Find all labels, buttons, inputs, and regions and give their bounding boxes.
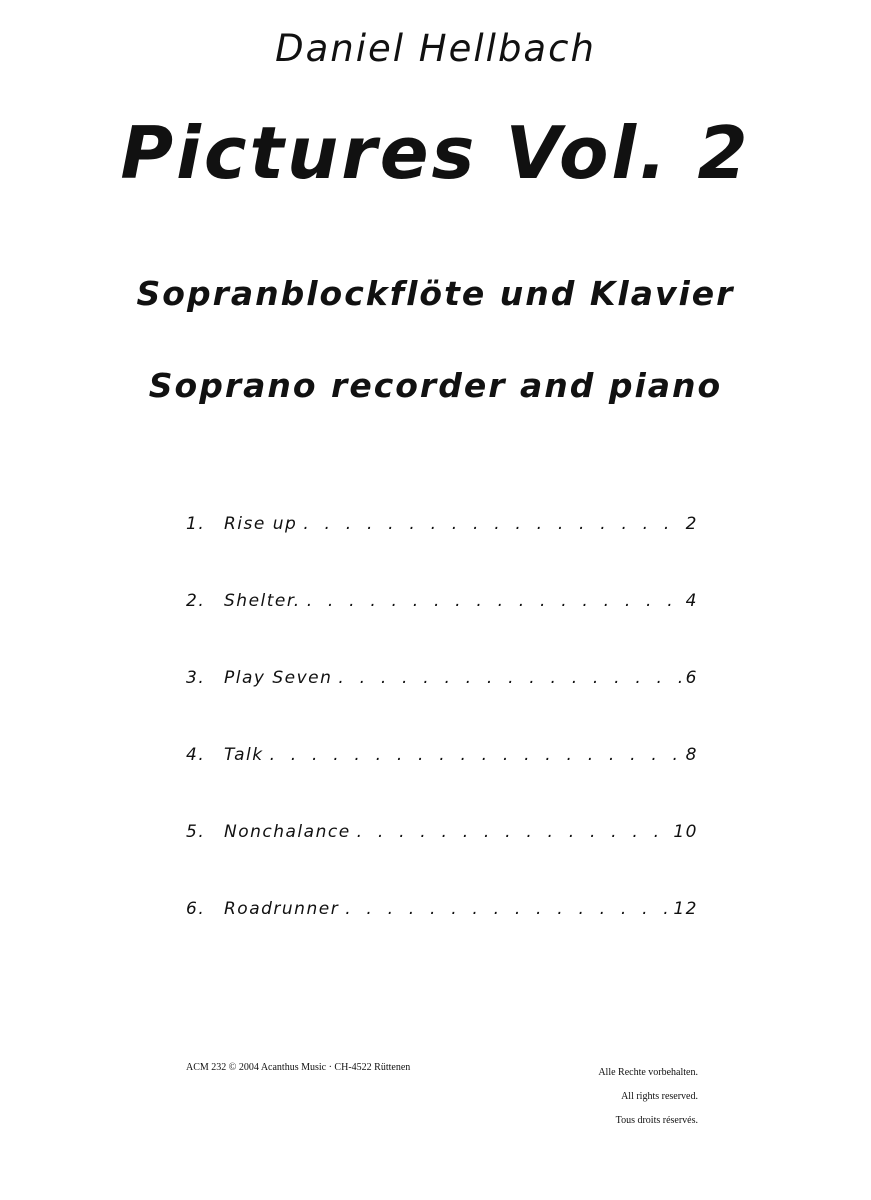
toc-entry-title: Rise up [224, 514, 298, 534]
score-title: Pictures Vol. 2 [120, 111, 751, 195]
toc-entry [186, 818, 698, 895]
publisher-line: ACM 232 © 2004 Acanthus Music · CH-4522 Rüttenen [186, 1062, 411, 1073]
instrumentation-english: Soprano recorder and piano [148, 366, 723, 405]
toc-dot-leader [345, 895, 669, 923]
toc-entry-title: Nonchalance [224, 822, 351, 842]
toc-dot-leader [338, 664, 681, 692]
toc-entry-title: Roadrunner [224, 899, 340, 919]
toc-entry [186, 510, 698, 587]
toc-entry-title: Talk [224, 745, 264, 765]
toc-entry-number: 3. [186, 668, 206, 688]
toc-entry-page: 10 [673, 822, 698, 842]
toc-entry-number: 4. [186, 745, 206, 765]
toc-entry-title: Play Seven [224, 668, 333, 688]
toc-entry-number: 2. [186, 591, 206, 611]
rights-french: Tous droits réservés. [615, 1115, 698, 1126]
toc-entry-page: 2 [685, 514, 698, 534]
toc-entry-number: 6. [186, 899, 206, 919]
toc-entry-page: 6 [685, 668, 698, 688]
toc-entry-page: 4 [685, 591, 698, 611]
rights-german: Alle Rechte vorbehalten. [598, 1067, 698, 1078]
toc-entry [186, 895, 698, 972]
toc-entry [186, 741, 698, 818]
toc-entry-page: 8 [685, 745, 698, 765]
toc-entry-page: 12 [673, 899, 698, 919]
composer-name: Daniel Hellbach [275, 27, 596, 70]
toc-dot-leader [357, 818, 670, 846]
toc-entry [186, 664, 698, 741]
rights-english: All rights reserved. [621, 1091, 698, 1102]
toc-entry-number: 1. [186, 514, 206, 534]
table-of-contents [186, 510, 698, 972]
toc-dot-leader [270, 741, 682, 769]
toc-entry-title: Shelter. [224, 591, 301, 611]
toc-dot-leader [307, 587, 682, 615]
toc-entry [186, 587, 698, 664]
toc-dot-leader [303, 510, 681, 538]
rights-notice [560, 1061, 698, 1133]
instrumentation-german: Sopranblockflöte und Klavier [136, 274, 735, 313]
toc-entry-number: 5. [186, 822, 206, 842]
